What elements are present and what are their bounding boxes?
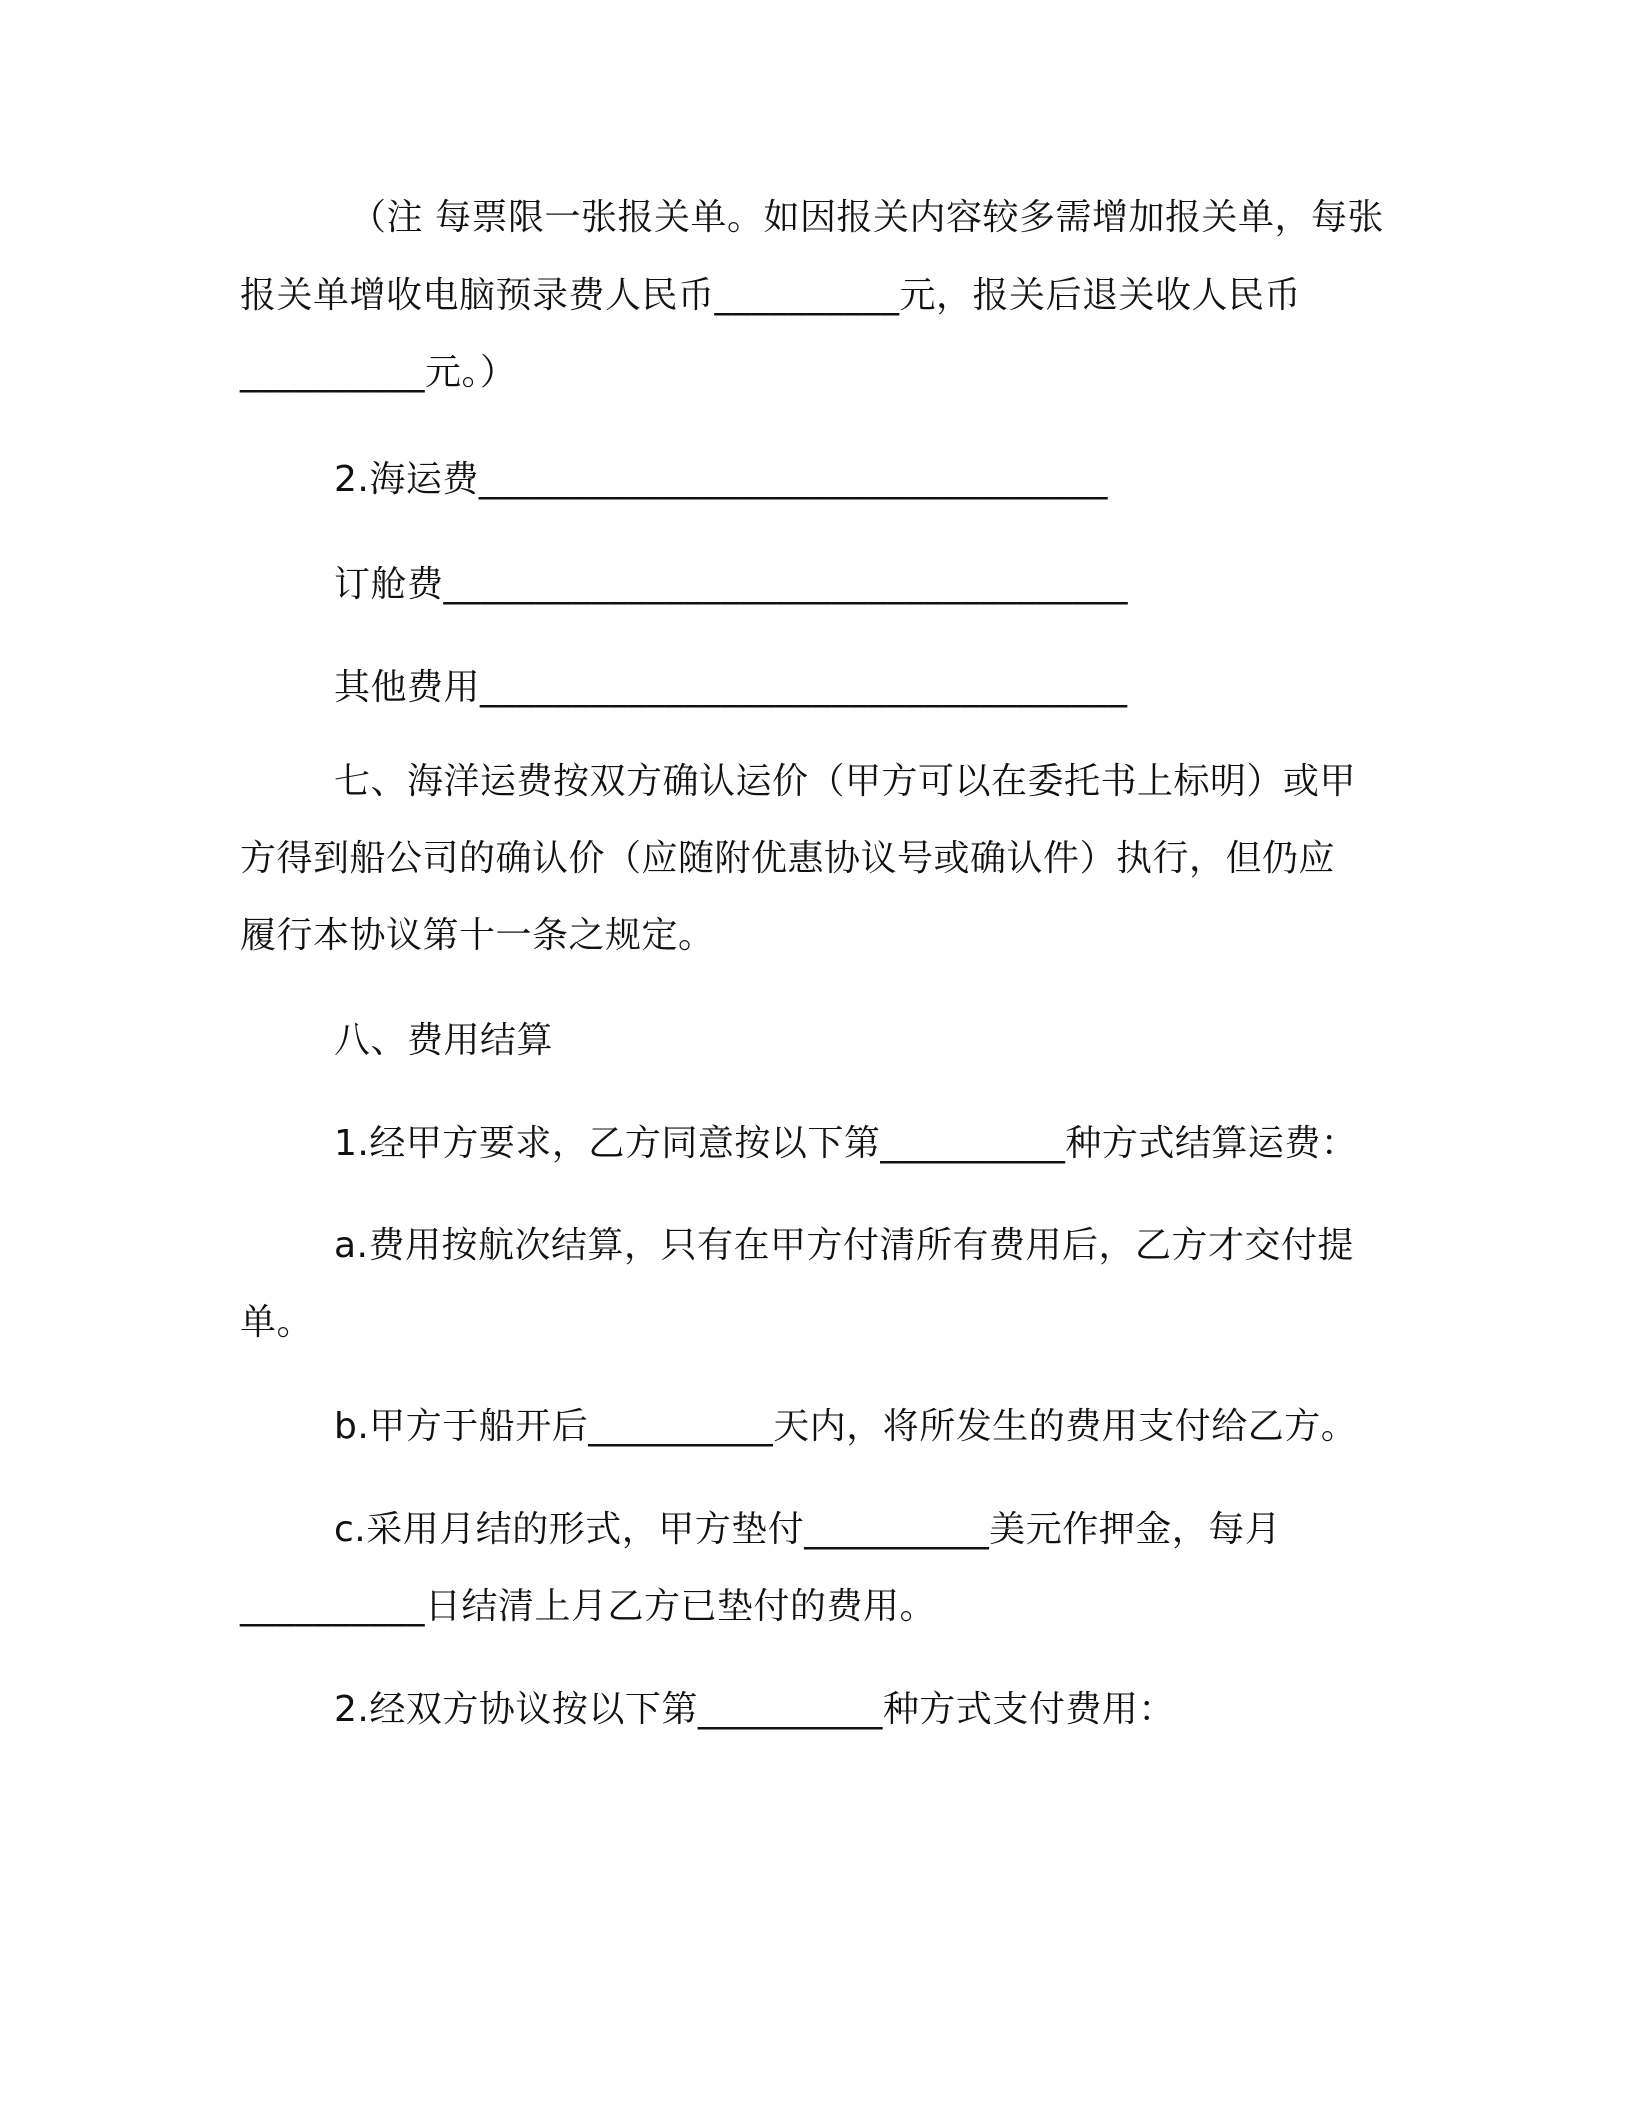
settlement-option-c-line-1: c.采用月结的形式，甲方垫付__________美元作押金，每月 — [334, 1509, 1282, 1550]
settlement-item-1: 1.经甲方要求，乙方同意按以下第__________种方式结算运费： — [334, 1123, 1358, 1164]
clause-7-line-3: 履行本协议第十一条之规定。 — [240, 915, 715, 956]
settlement-option-a-line-1: a.费用按航次结算，只有在甲方付清所有费用后，乙方才交付提 — [334, 1225, 1355, 1266]
booking-fee-line: 订舱费_____________________________________ — [334, 564, 1129, 605]
clause-7-line-2: 方得到船公司的确认价（应随附优惠协议号或确认件）执行，但仍应 — [240, 838, 1336, 879]
clause-7-line-1: 七、海洋运费按双方确认运价（甲方可以在委托书上标明）或甲 — [334, 761, 1357, 802]
customs-note-line-1: （注 每票限一张报关单。如因报关内容较多需增加报关单，每张 — [350, 197, 1384, 238]
settlement-option-c-line-2: __________日结清上月乙方已垫付的费用。 — [240, 1586, 937, 1627]
other-fees-line: 其他费用___________________________________ — [334, 667, 1128, 708]
settlement-option-b: b.甲方于船开后__________天内，将所发生的费用支付给乙方。 — [334, 1406, 1358, 1447]
customs-note-line-3: __________元。） — [240, 352, 517, 393]
customs-note-line-2: 报关单增收电脑预录费人民币__________元，报关后退关收人民币 — [240, 275, 1302, 316]
settlement-option-a-line-2: 单。 — [240, 1302, 314, 1343]
ocean-freight-line: 2.海运费__________________________________ — [334, 459, 1108, 500]
clause-8-heading: 八、费用结算 — [334, 1020, 554, 1061]
payment-item-2: 2.经双方协议按以下第__________种方式支付费用： — [334, 1689, 1175, 1730]
